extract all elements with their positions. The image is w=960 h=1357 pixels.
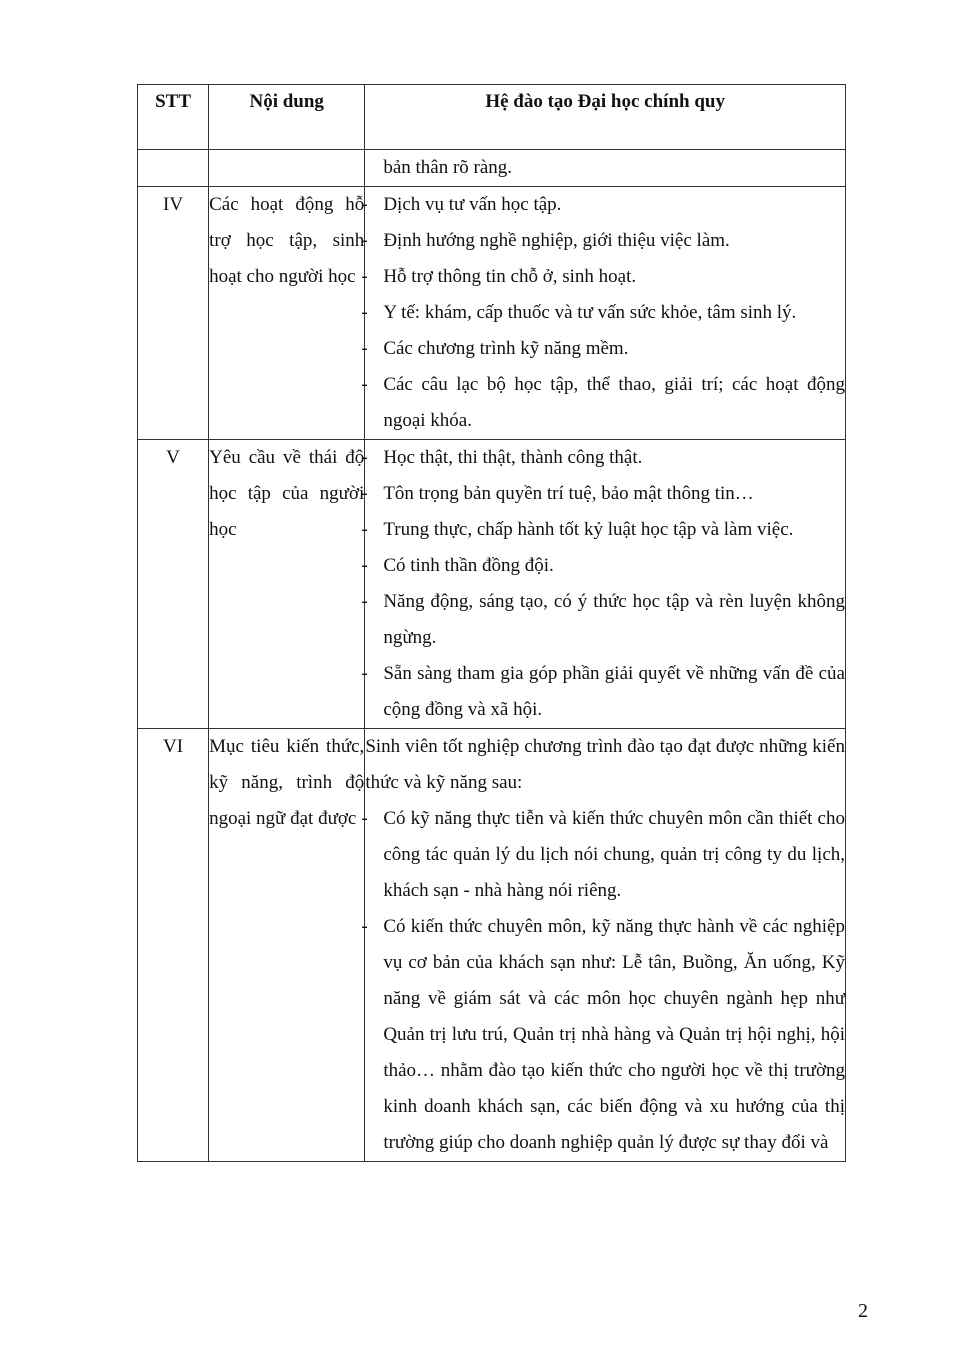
cell-program xyxy=(365,440,846,729)
cell-stt: VI xyxy=(138,729,209,1162)
bullet-list xyxy=(365,801,845,1161)
list-item: - Trung thực, chấp hành tốt kỷ luật học tập và làm việc. xyxy=(365,512,845,548)
cell-stt: V xyxy=(138,440,209,729)
bullet-list xyxy=(365,187,845,439)
cell-continuation xyxy=(365,150,846,187)
list-item: - Có kỹ năng thực tiễn và kiến thức chuyên môn cần thiết cho công tác quản lý du lịch nói chung, quản trị công ty du lịch, khách sạn - nhà hàng nói riêng. xyxy=(365,801,845,909)
list-item: - Sẵn sàng tham gia góp phần giải quyết về những vấn đề của cộng đồng và xã hội. xyxy=(365,656,845,728)
list-item: - Các chương trình kỹ năng mềm. xyxy=(365,331,845,367)
cell-stt: IV xyxy=(138,187,209,440)
table-row xyxy=(138,187,846,440)
table-row xyxy=(138,440,846,729)
list-item: - Học thật, thi thật, thành công thật. xyxy=(365,440,845,476)
page-number: 2 xyxy=(858,1300,868,1322)
intro-paragraph: Sinh viên tốt nghiệp chương trình đào tạo đạt được những kiến thức và kỹ năng sau: xyxy=(365,736,845,793)
list-item: - Có kiến thức chuyên môn, kỹ năng thực hành về các nghiệp vụ cơ bản của khách sạn như: Lễ tân, Buồng, Ăn uống, Kỹ năng về giám sát và các môn học chuyên ngành hẹp như Quản trị lưu trú, Quản trị nhà hàng và Quản trị hội nghị, hội thảo… nhằm đào tạo kiến thức cho người học về thị trường kinh doanh khách sạn, các biến động và xu hướng của thị trường giúp cho doanh nghiệp quản lý được sự thay đổi và xyxy=(365,909,845,1161)
list-item: - Các câu lạc bộ học tập, thể thao, giải trí; các hoạt động ngoại khóa. xyxy=(365,367,845,439)
cell-program xyxy=(365,187,846,440)
list-item: - Tôn trọng bản quyền trí tuệ, bảo mật thông tin… xyxy=(365,476,845,512)
list-item: - Định hướng nghề nghiệp, giới thiệu việc làm. xyxy=(365,223,845,259)
bullet-list xyxy=(365,440,845,728)
list-item: - Y tế: khám, cấp thuốc và tư vấn sức khỏe, tâm sinh lý. xyxy=(365,295,845,331)
list-item: - Năng động, sáng tạo, có ý thức học tập và rèn luyện không ngừng. xyxy=(365,584,845,656)
header-content: Nội dung xyxy=(209,85,365,150)
cell-content: Mục tiêu kiến thức, kỹ năng, trình độ ngoại ngữ đạt được xyxy=(209,729,365,1162)
list-item: - Hỗ trợ thông tin chỗ ở, sinh hoạt. xyxy=(365,259,845,295)
table-header-row xyxy=(138,85,846,150)
cell-content: Yêu cầu về thái độ học tập của người học xyxy=(209,440,365,729)
header-program: Hệ đào tạo Đại học chính quy xyxy=(365,85,846,150)
list-item: - Dịch vụ tư vấn học tập. xyxy=(365,187,845,223)
table-row-continuation xyxy=(138,150,846,187)
header-stt: STT xyxy=(138,85,209,150)
cell-empty xyxy=(209,150,365,187)
list-item: - Có tinh thần đồng đội. xyxy=(365,548,845,584)
cell-program xyxy=(365,729,846,1162)
table-row xyxy=(138,729,846,1162)
program-table xyxy=(137,84,846,1162)
cell-empty xyxy=(138,150,209,187)
cell-content: Các hoạt động hỗ trợ học tập, sinh hoạt cho người học xyxy=(209,187,365,440)
continuation-text: bản thân rõ ràng. xyxy=(383,157,513,178)
